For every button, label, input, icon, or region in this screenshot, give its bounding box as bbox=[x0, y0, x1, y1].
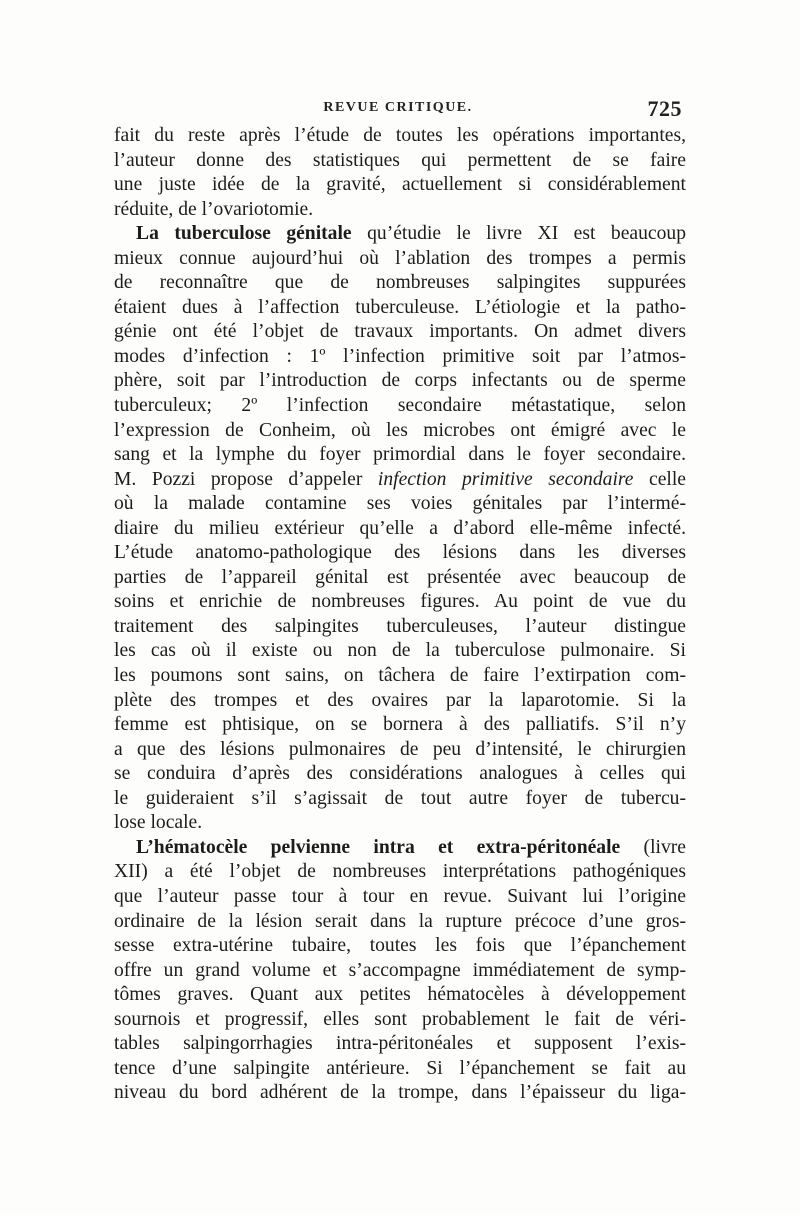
text-line: phère, soit par l’introduction de corps infectants ou de sperme bbox=[114, 370, 686, 392]
text-line: le guideraient s’il s’agissait de tout autre foyer de tubercu- bbox=[114, 787, 686, 809]
section-heading-tuberculose: La tuberculose génitale bbox=[136, 223, 352, 245]
text-line: les cas où il existe ou non de la tuberculose pulmonaire. Si bbox=[114, 640, 686, 662]
text-line: offre un grand volume et s’accompagne immédiatement de symp- bbox=[114, 959, 686, 981]
text-line: modes d’infection : 1º l’infection primitive soit par l’atmos- bbox=[114, 345, 686, 367]
text-line: fait du reste après l’étude de toutes les opérations importantes, bbox=[114, 125, 686, 146]
text-line: génie ont été l’objet de travaux importants. On admet divers bbox=[114, 321, 686, 343]
text-line: se conduira d’après des considérations analogues à celles qui bbox=[114, 763, 686, 785]
text-line: tables salpingorrhagies intra-péritonéales et supposent l’exis- bbox=[114, 1033, 686, 1055]
text-line: diaire du milieu extérieur qu’elle a d’abord elle-même infecté. bbox=[114, 517, 686, 539]
text-line: L’étude anatomo-pathologique des lésions dans les diverses bbox=[114, 542, 686, 564]
text-line: sesse extra-utérine tubaire, toutes les fois que l’épanchement bbox=[114, 935, 686, 957]
text-line bbox=[114, 836, 686, 861]
text-line: tuberculeux; 2º l’infection secondaire métastatique, selon bbox=[114, 395, 686, 417]
text-line: de reconnaître que de nombreuses salpingites suppurées bbox=[114, 272, 686, 294]
text-line: où la malade contamine ses voies génitales par l’intermé- bbox=[114, 493, 686, 515]
text-line: parties de l’appareil génital est présentée avec beaucoup de bbox=[114, 566, 686, 588]
text-line: tômes graves. Quant aux petites hématocèles à développement bbox=[114, 984, 686, 1006]
running-head bbox=[114, 96, 682, 126]
text-line: réduite, de l’ovariotomie. bbox=[114, 198, 314, 220]
text-line: les poumons sont sains, on tâchera de faire l’extirpation com- bbox=[114, 665, 686, 687]
text-line: l’auteur donne des statistiques qui permettent de se faire bbox=[114, 149, 686, 171]
body-text bbox=[114, 124, 686, 1106]
text-line: soins et enrichie de nombreuses figures. Au point de vue du bbox=[114, 591, 686, 613]
italic-term: infection primitive secondaire bbox=[377, 468, 634, 490]
section-heading-hematocele: L’hématocèle pelvienne intra et extra-péritonéale bbox=[136, 836, 621, 858]
text-line: femme est phtisique, on se bornera à des palliatifs. S’il n’y bbox=[114, 714, 686, 736]
text-line: étaient dues à l’affection tuberculeuse. L’étiologie et la patho- bbox=[114, 296, 686, 318]
text-line: que l’auteur passe tour à tour en revue. Suivant lui l’origine bbox=[114, 885, 686, 907]
text-line: traitement des salpingites tuberculeuses, l’auteur distingue bbox=[114, 615, 686, 637]
text-line: mieux connue aujourd’hui où l’ablation des trompes a permis bbox=[114, 247, 686, 269]
text-line: plète des trompes et des ovaires par la laparotomie. Si la bbox=[114, 689, 686, 711]
text-line: sournois et progressif, elles sont probablement le fait de véri- bbox=[114, 1008, 686, 1030]
text-line: tence d’une salpingite antérieure. Si l’épanchement se fait au bbox=[114, 1057, 686, 1079]
text-line: l’expression de Conheim, où les microbes ont émigré avec le bbox=[114, 419, 686, 441]
text-run: celle bbox=[633, 468, 686, 490]
text-line: niveau du bord adhérent de la trompe, dans l’épaisseur du liga- bbox=[114, 1082, 686, 1104]
text-line: sang et la lymphe du foyer primordial dans le foyer secondaire. bbox=[114, 444, 686, 466]
running-title: REVUE CRITIQUE. bbox=[323, 100, 473, 115]
text-run: qu’étudie le livre XI est beaucoup bbox=[351, 223, 686, 245]
text-line: une juste idée de la gravité, actuellement si considérablement bbox=[114, 174, 686, 196]
text-line bbox=[114, 222, 686, 247]
text-line: ordinaire de la lésion serait dans la rupture précoce d’une gros- bbox=[114, 910, 686, 932]
text-run: (livre bbox=[620, 836, 686, 858]
text-line: lose locale. bbox=[114, 812, 203, 834]
text-run: M. Pozzi propose d’appeler bbox=[114, 468, 378, 490]
page-number: 725 bbox=[647, 96, 682, 121]
text-line: XII) a été l’objet de nombreuses interprétations pathogéniques bbox=[114, 861, 686, 883]
text-line bbox=[114, 468, 686, 493]
text-line: a que des lésions pulmonaires de peu d’intensité, le chirurgien bbox=[114, 738, 686, 760]
